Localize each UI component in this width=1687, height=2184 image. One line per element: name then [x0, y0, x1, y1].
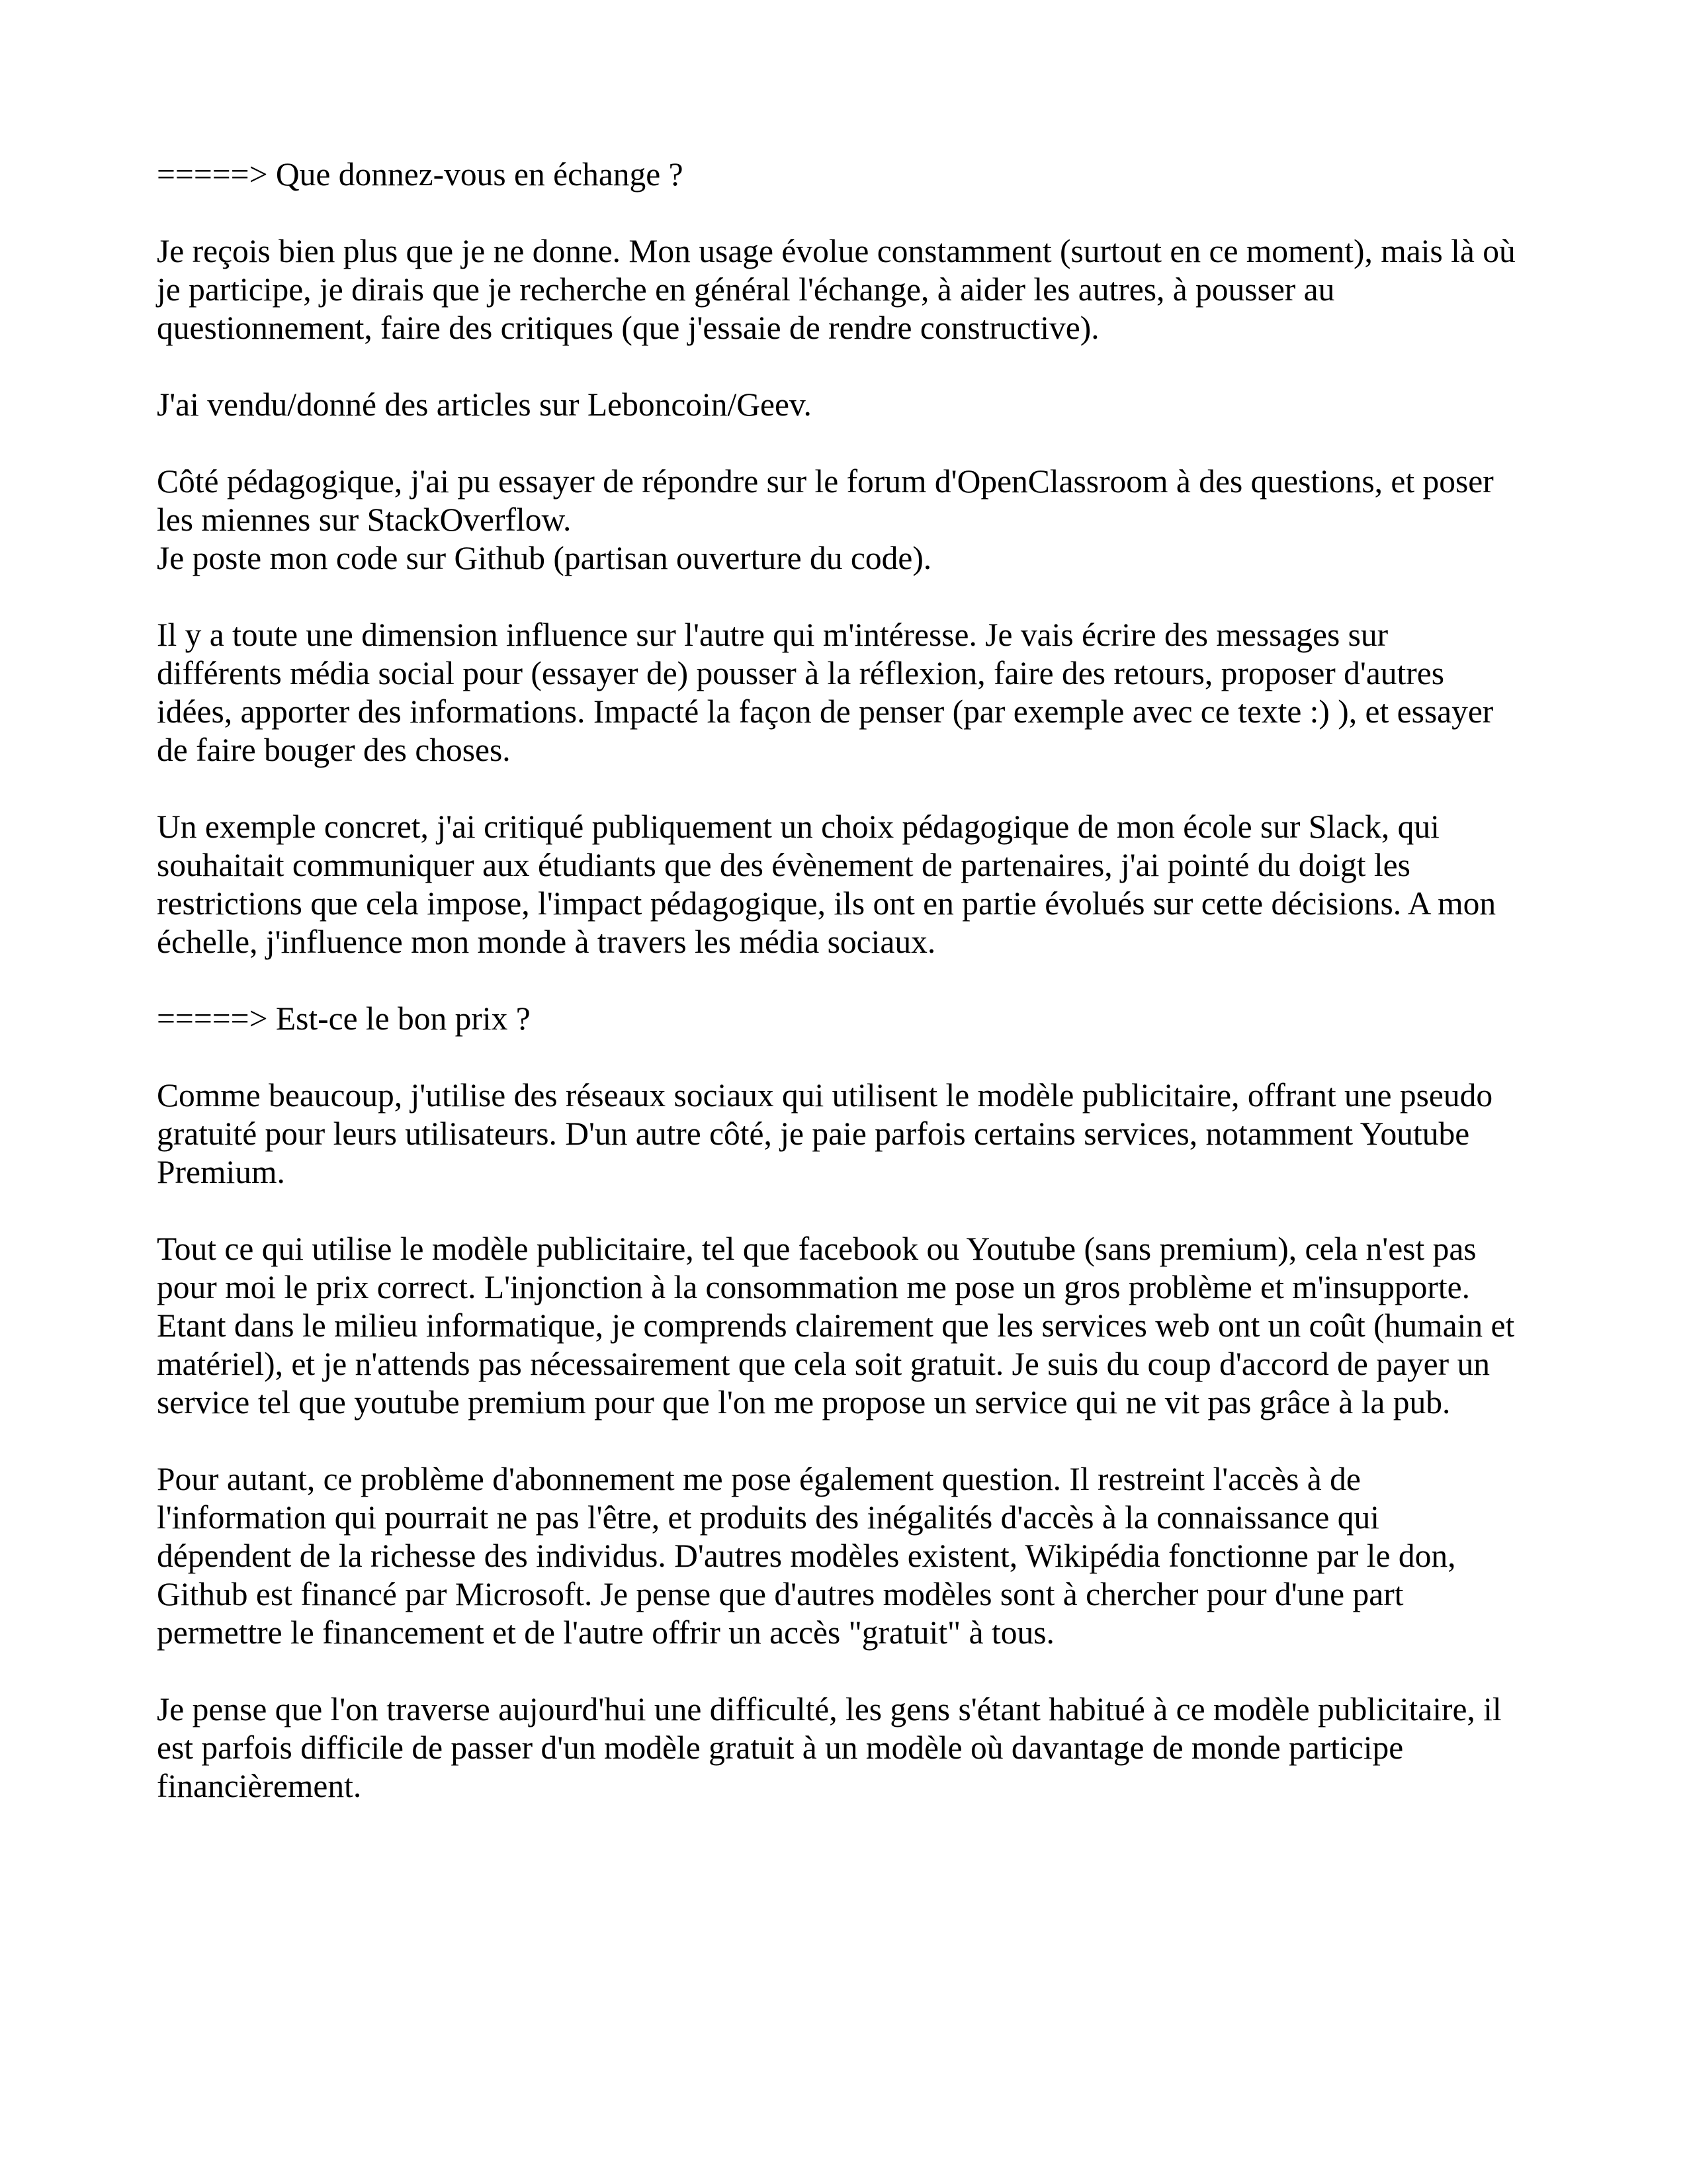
paragraph: [157, 1076, 1531, 1192]
text-line: Je pense que l'on traverse aujourd'hui une difficulté, les gens s'étant habitué à ce modèle publicitaire, il: [157, 1691, 1502, 1727]
heading-line: =====> Est-ce le bon prix ?: [157, 1000, 531, 1037]
text-line: Il y a toute une dimension influence sur l'autre qui m'intéresse. Je vais écrire des messages sur: [157, 617, 1389, 653]
paragraph: [157, 1690, 1531, 1806]
text-line: Comme beaucoup, j'utilise des réseaux sociaux qui utilisent le modèle publicitaire, offrant une pseudo: [157, 1077, 1493, 1114]
section-heading: [157, 1000, 1531, 1038]
text-line: idées, apporter des informations. Impacté la façon de penser (par exemple avec ce texte :) ), et essayer: [157, 693, 1494, 730]
text-line: pour moi le prix correct. L'injonction à la consommation me pose un gros problème et m'insupporte.: [157, 1269, 1471, 1305]
text-line: Github est financé par Microsoft. Je pense que d'autres modèles sont à chercher pour d'une part: [157, 1576, 1404, 1612]
text-line: souhaitait communiquer aux étudiants que des évènement de partenaires, j'ai pointé du doigt les: [157, 847, 1410, 883]
paragraph: [157, 462, 1531, 578]
text-line: l'information qui pourrait ne pas l'être, et produits des inégalités d'accès à la connaissance qui: [157, 1499, 1380, 1536]
paragraph: [157, 1460, 1531, 1652]
text-line: financièrement.: [157, 1768, 362, 1804]
paragraph: [157, 232, 1531, 347]
text-line: matériel), et je n'attends pas nécessairement que cela soit gratuit. Je suis du coup d'accord de payer un: [157, 1346, 1490, 1382]
text-line: Pour autant, ce problème d'abonnement me pose également question. Il restreint l'accès à de: [157, 1461, 1361, 1497]
text-line: Premium.: [157, 1154, 285, 1190]
text-line: différents média social pour (essayer de) pousser à la réflexion, faire des retours, proposer d'autres: [157, 655, 1445, 691]
paragraph: [157, 386, 1531, 424]
text-line: Etant dans le milieu informatique, je comprends clairement que les services web ont un coût (humain et: [157, 1307, 1515, 1344]
text-line: dépendent de la richesse des individus. D'autres modèles existent, Wikipédia fonctionne par le don,: [157, 1538, 1456, 1574]
text-line: Un exemple concret, j'ai critiqué publiquement un choix pédagogique de mon école sur Slack, qui: [157, 808, 1440, 845]
text-line: permettre le financement et de l'autre offrir un accès "gratuit" à tous.: [157, 1614, 1055, 1651]
text-line: service tel que youtube premium pour que l'on me propose un service qui ne vit pas grâce à la pub.: [157, 1384, 1451, 1420]
text-line: Tout ce qui utilise le modèle publicitaire, tel que facebook ou Youtube (sans premium), cela n'est pas: [157, 1231, 1477, 1267]
paragraph: [157, 808, 1531, 961]
text-line: Côté pédagogique, j'ai pu essayer de répondre sur le forum d'OpenClassroom à des questions, et poser: [157, 463, 1494, 500]
text-line: de faire bouger des choses.: [157, 732, 511, 768]
paragraph: [157, 1230, 1531, 1422]
text-line: Je reçois bien plus que je ne donne. Mon usage évolue constamment (surtout en ce moment), mais là où: [157, 233, 1516, 269]
heading-line: =====> Que donnez-vous en échange ?: [157, 156, 683, 193]
section-heading: [157, 155, 1531, 194]
text-line: échelle, j'influence mon monde à travers les média sociaux.: [157, 924, 936, 960]
paragraph: [157, 616, 1531, 769]
text-line: gratuité pour leurs utilisateurs. D'un autre côté, je paie parfois certains services, notamment Youtube: [157, 1115, 1470, 1152]
text-line: est parfois difficile de passer d'un modèle gratuit à un modèle où davantage de monde participe: [157, 1729, 1404, 1766]
text-line: questionnement, faire des critiques (que j'essaie de rendre constructive).: [157, 310, 1100, 346]
text-line: restrictions que cela impose, l'impact pédagogique, ils ont en partie évolués sur cette décisions. A mon: [157, 885, 1496, 922]
text-line: Je poste mon code sur Github (partisan ouverture du code).: [157, 540, 932, 576]
text-line: je participe, je dirais que je recherche en général l'échange, à aider les autres, à pousser au: [157, 271, 1335, 308]
text-line: les miennes sur StackOverflow.: [157, 502, 572, 538]
text-line: J'ai vendu/donné des articles sur Leboncoin/Geev.: [157, 386, 812, 423]
